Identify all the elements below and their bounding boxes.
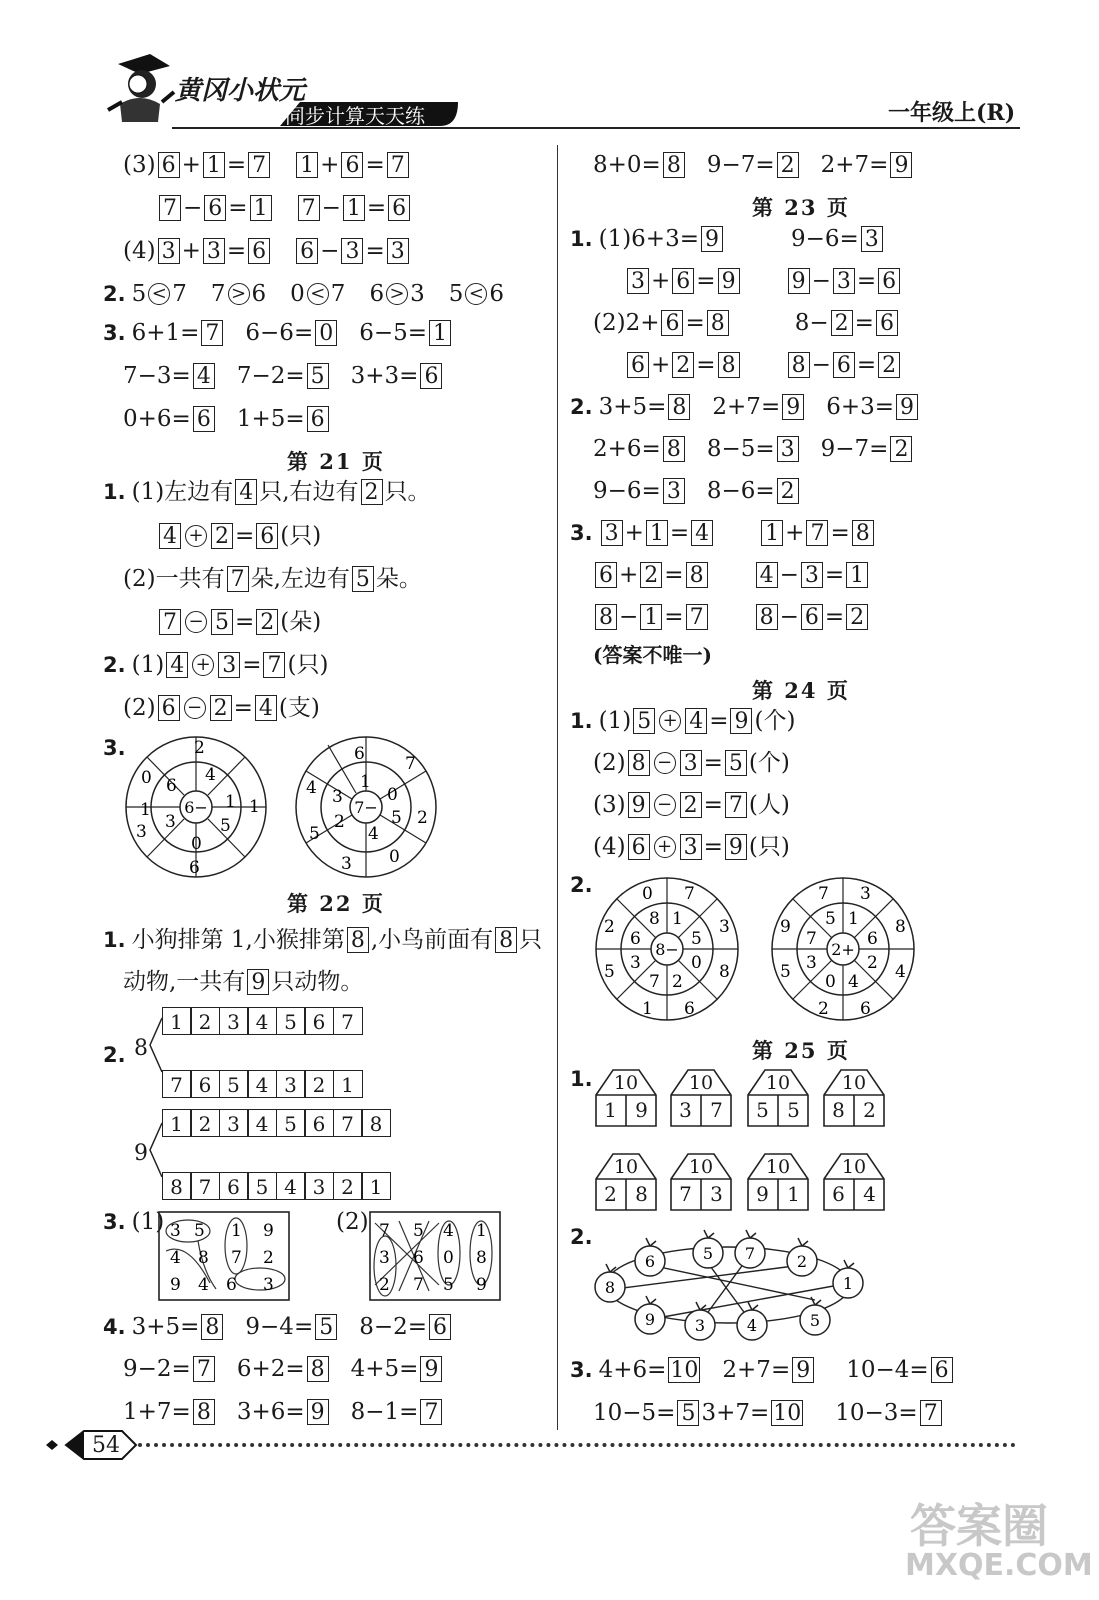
svg-text:2: 2 xyxy=(194,738,205,758)
svg-text:0: 0 xyxy=(443,1248,454,1268)
answer-line: 9−6= 3 8−6= 2 xyxy=(593,476,801,506)
number-wheel xyxy=(768,876,920,1028)
svg-text:5: 5 xyxy=(443,1275,454,1295)
answer-line: 1+7= 8 3+6= 9 8−1= 7 xyxy=(123,1397,444,1427)
mascot-logo xyxy=(100,52,180,127)
answer-line: 0+6= 6 1+5= 6 xyxy=(123,404,331,434)
house-part: 6 xyxy=(832,1182,845,1206)
house-total: 10 xyxy=(613,1156,639,1178)
answer-line: 3. 4+6= 10 2+7= 9 10−4= 6 xyxy=(570,1355,955,1385)
house-total: 10 xyxy=(613,1072,639,1094)
answer-line: (3) 9 − 2 = 7 (人) xyxy=(593,792,790,818)
svg-text:9: 9 xyxy=(476,1275,487,1295)
apple-icon xyxy=(595,1264,625,1302)
svg-text:8: 8 xyxy=(198,1248,209,1268)
svg-text:5: 5 xyxy=(691,929,702,949)
svg-text:3: 3 xyxy=(630,953,641,973)
svg-text:1: 1 xyxy=(360,772,371,792)
house-total: 10 xyxy=(688,1072,714,1094)
svg-text:0: 0 xyxy=(691,953,702,973)
house-part: 4 xyxy=(863,1182,876,1206)
svg-text:7: 7 xyxy=(413,1275,424,1295)
answer-line: 8+0= 8 9−7= 2 2+7= 9 xyxy=(593,150,914,180)
svg-text:0: 0 xyxy=(191,834,202,854)
svg-text:7: 7 xyxy=(231,1248,242,1268)
svg-text:8: 8 xyxy=(719,962,730,982)
apple-icon xyxy=(735,1230,765,1268)
svg-text:1: 1 xyxy=(225,792,236,812)
question-number: 2. xyxy=(103,1043,126,1067)
svg-text:5: 5 xyxy=(825,909,836,929)
house-part: 8 xyxy=(832,1098,845,1122)
wheel-center: 6− xyxy=(184,798,208,817)
apple-number: 8 xyxy=(604,1278,616,1297)
apple-icon xyxy=(693,1230,723,1268)
answer-line: 3. (1) xyxy=(103,1209,165,1235)
answer-line: 2. 3+5= 8 2+7= 9 6+3= 9 xyxy=(570,392,920,422)
svg-text:2: 2 xyxy=(334,812,345,832)
answer-line: (4) 6 + 3 = 9 (只) xyxy=(593,834,790,860)
answer-line: 1. 小狗排第 1,小猴排第 8 ,小鸟前面有 8 只 xyxy=(103,927,543,953)
house-part: 3 xyxy=(679,1098,692,1122)
house-part: 8 xyxy=(635,1182,648,1206)
house-part: 3 xyxy=(710,1182,723,1206)
wheel-center: 7− xyxy=(354,798,378,817)
svg-text:2: 2 xyxy=(672,972,683,992)
answer-line: 1. (1) 5 + 4 = 9 (个) xyxy=(570,708,796,734)
svg-text:2: 2 xyxy=(604,917,615,937)
svg-text:5: 5 xyxy=(309,824,320,844)
page-heading: 第 25 页 xyxy=(752,1038,850,1063)
pairing-grid xyxy=(158,1211,290,1301)
note: (答案不唯一) xyxy=(593,643,712,667)
answer-line: 1. (1)左边有 4 只,右边有 2 只。 xyxy=(103,479,431,505)
svg-text:2: 2 xyxy=(818,999,829,1019)
watermark-url: MXQE.COM xyxy=(905,1548,1093,1583)
apple-icon xyxy=(800,1297,830,1335)
svg-text:4: 4 xyxy=(205,765,216,785)
page-heading: 第 22 页 xyxy=(287,891,385,916)
answer-line: 2. (1) 4 + 3 = 7 (只) xyxy=(103,652,329,678)
answer-line: 3. 3 + 1 = 4 1 + 7 = 8 xyxy=(570,518,876,548)
column-divider xyxy=(557,145,558,1430)
svg-text:7: 7 xyxy=(649,972,660,992)
svg-text:3: 3 xyxy=(860,884,871,904)
page-heading: 第 21 页 xyxy=(287,449,385,474)
answer-line: (2) 8 − 3 = 5 (个) xyxy=(593,750,790,776)
svg-text:7: 7 xyxy=(379,1221,390,1241)
question-number: 2. xyxy=(570,873,593,897)
house-part: 9 xyxy=(635,1098,648,1122)
svg-text:3: 3 xyxy=(332,787,343,807)
number-row: 8 7 6 5 4 3 2 1 xyxy=(163,1172,391,1200)
house-part: 5 xyxy=(756,1098,769,1122)
number-wheel xyxy=(122,735,272,884)
house-total: 10 xyxy=(841,1072,867,1094)
answer-line: 4 + 2 = 6 (只) xyxy=(157,521,321,551)
answer-line: (2) 6 − 2 = 4 (支) xyxy=(123,695,320,721)
answer-line: (2)2+ 6 = 8 8− 2 = 6 xyxy=(593,308,900,338)
tree-root: 9 xyxy=(134,1141,148,1166)
svg-text:2: 2 xyxy=(417,808,428,828)
svg-text:6: 6 xyxy=(413,1248,424,1268)
svg-text:9: 9 xyxy=(263,1221,274,1241)
svg-text:6: 6 xyxy=(354,744,365,764)
svg-text:5: 5 xyxy=(413,1221,424,1241)
svg-text:1: 1 xyxy=(672,909,683,929)
svg-text:5: 5 xyxy=(780,962,791,982)
house-total: 10 xyxy=(841,1156,867,1178)
svg-text:0: 0 xyxy=(387,785,398,805)
svg-text:4: 4 xyxy=(306,778,317,798)
apple-icon xyxy=(787,1238,817,1276)
svg-text:6: 6 xyxy=(860,999,871,1019)
svg-text:7: 7 xyxy=(806,929,817,949)
svg-text:4: 4 xyxy=(170,1248,181,1268)
svg-text:7: 7 xyxy=(684,884,695,904)
subtitle: 同步计算天天练 xyxy=(285,104,425,128)
apple-icon xyxy=(635,1296,665,1334)
number-row: 7 6 5 4 3 2 1 xyxy=(163,1070,363,1098)
svg-text:5: 5 xyxy=(194,1221,205,1241)
wheel-center: 8− xyxy=(655,940,679,959)
answer-line: 7 − 6 = 1 7 − 1 = 6 xyxy=(157,193,412,223)
svg-text:3: 3 xyxy=(136,822,147,842)
svg-text:0: 0 xyxy=(642,884,653,904)
svg-text:8: 8 xyxy=(476,1248,487,1268)
svg-text:2: 2 xyxy=(263,1248,274,1268)
svg-text:5: 5 xyxy=(604,962,615,982)
house-part: 5 xyxy=(787,1098,800,1122)
answer-line: 3. 6+1= 7 6−6= 0 6−5= 1 xyxy=(103,318,453,348)
svg-text:2: 2 xyxy=(379,1275,390,1295)
svg-text:6: 6 xyxy=(630,929,641,949)
question-number: 3. xyxy=(103,736,126,760)
svg-text:3: 3 xyxy=(170,1221,181,1241)
apple-icon xyxy=(833,1260,863,1298)
number-row: 1 2 3 4 5 6 7 8 xyxy=(163,1109,391,1137)
svg-text:8: 8 xyxy=(649,909,660,929)
svg-text:1: 1 xyxy=(476,1221,487,1241)
answer-line: 9−2= 7 6+2= 8 4+5= 9 xyxy=(123,1354,444,1384)
apple-number: 4 xyxy=(746,1316,758,1335)
apple-ring xyxy=(590,1225,870,1347)
svg-text:5: 5 xyxy=(220,816,231,836)
answer-line: (3) 6 + 1 = 7 1 + 6 = 7 xyxy=(123,150,411,180)
svg-text:3: 3 xyxy=(341,854,352,874)
answer-line: 7−3= 4 7−2= 5 3+3= 6 xyxy=(123,361,444,391)
answer-line: (2) xyxy=(336,1209,369,1235)
apple-number: 9 xyxy=(644,1310,656,1329)
page-heading: 第 23 页 xyxy=(752,195,850,220)
svg-text:4: 4 xyxy=(198,1275,209,1295)
house-part: 1 xyxy=(787,1182,800,1206)
svg-text:4: 4 xyxy=(443,1221,454,1241)
apple-number: 1 xyxy=(842,1274,854,1293)
wheel-diagram xyxy=(122,735,272,880)
header-rule xyxy=(172,127,1020,129)
svg-text:2: 2 xyxy=(867,953,878,973)
grade-label: 一年级上(R) xyxy=(888,100,1016,126)
svg-text:3: 3 xyxy=(165,812,176,832)
apple-number: 5 xyxy=(809,1311,821,1330)
house-part: 1 xyxy=(604,1098,617,1122)
house-total: 10 xyxy=(765,1156,791,1178)
svg-text:1: 1 xyxy=(231,1221,242,1241)
answer-line: 7 − 5 = 2 (朵) xyxy=(157,607,321,637)
page-heading: 第 24 页 xyxy=(752,678,850,703)
answer-line: 3 + 6 = 9 9 − 3 = 6 xyxy=(625,266,902,296)
svg-text:6: 6 xyxy=(867,929,878,949)
wheel-center: 2+ xyxy=(831,940,855,959)
footer-dots xyxy=(138,1443,1016,1447)
svg-text:1: 1 xyxy=(848,909,859,929)
svg-text:6: 6 xyxy=(226,1275,237,1295)
wheel-diagram xyxy=(592,876,744,1024)
house-part: 2 xyxy=(863,1098,876,1122)
svg-text:3: 3 xyxy=(379,1248,390,1268)
number-wheel xyxy=(592,876,744,1028)
svg-text:4: 4 xyxy=(368,824,379,844)
apple-number: 5 xyxy=(702,1244,714,1263)
svg-text:6: 6 xyxy=(166,776,177,796)
apple-number: 2 xyxy=(796,1252,808,1271)
svg-text:3: 3 xyxy=(719,917,730,937)
house-part: 7 xyxy=(710,1098,723,1122)
svg-text:1: 1 xyxy=(140,800,151,820)
svg-text:8: 8 xyxy=(895,917,906,937)
answer-line: (2)一共有 7 朵,左边有 5 朵。 xyxy=(123,566,422,592)
number-wheel xyxy=(292,735,442,884)
wheel-diagram xyxy=(292,735,442,880)
question-number: 1. xyxy=(570,1067,593,1091)
answer-line: 1. (1)6+3= 9 9−6= 3 xyxy=(570,224,885,254)
compare-line: 2. 5 < 7 7 > 6 0 < 7 6 > 3 5 < 6 xyxy=(103,281,504,307)
svg-text:9: 9 xyxy=(780,917,791,937)
svg-text:0: 0 xyxy=(389,847,400,867)
svg-text:4: 4 xyxy=(848,972,859,992)
svg-text:7: 7 xyxy=(818,884,829,904)
question-number: 2. xyxy=(570,1225,593,1249)
house-part: 9 xyxy=(756,1182,769,1206)
svg-text:1: 1 xyxy=(249,797,260,817)
brand-title: 黄冈小状元 xyxy=(175,76,306,106)
answer-line: 10−5= 5 3+7= 10 10−3= 7 xyxy=(593,1398,944,1428)
apple-number: 3 xyxy=(694,1316,706,1335)
svg-text:6: 6 xyxy=(189,858,200,878)
svg-text:3: 3 xyxy=(806,953,817,973)
svg-text:0: 0 xyxy=(825,972,836,992)
answer-line: 6 + 2 = 8 4 − 3 = 1 xyxy=(593,560,870,590)
wheel-diagram xyxy=(768,876,920,1024)
answer-line: (4) 3 + 3 = 6 6 − 3 = 3 xyxy=(123,236,411,266)
watermark-text: 答案圈 xyxy=(910,1499,1048,1553)
svg-text:4: 4 xyxy=(895,962,906,982)
apple-number: 7 xyxy=(744,1244,756,1263)
house-part: 2 xyxy=(604,1182,617,1206)
house-total: 10 xyxy=(765,1072,791,1094)
pairing-grid xyxy=(369,1211,501,1301)
house-total: 10 xyxy=(688,1156,714,1178)
answer-line: 2+6= 8 8−5= 3 9−7= 2 xyxy=(593,434,914,464)
svg-text:5: 5 xyxy=(391,808,402,828)
answer-line: 动物,一共有 9 只动物。 xyxy=(123,969,364,995)
page-number: 54 xyxy=(92,1433,120,1458)
apple-number: 6 xyxy=(644,1252,656,1271)
answer-line: 4. 3+5= 8 9−4= 5 8−2= 6 xyxy=(103,1312,453,1342)
svg-text:7: 7 xyxy=(405,754,416,774)
svg-text:3: 3 xyxy=(263,1275,274,1295)
svg-text:1: 1 xyxy=(642,999,653,1019)
svg-text:0: 0 xyxy=(141,768,152,788)
answer-line: 8 − 1 = 7 8 − 6 = 2 xyxy=(593,602,870,632)
house-part: 7 xyxy=(679,1182,692,1206)
tree-root: 8 xyxy=(134,1036,148,1061)
svg-text:6: 6 xyxy=(684,999,695,1019)
number-row: 1 2 3 4 5 6 7 xyxy=(163,1007,363,1035)
svg-text:9: 9 xyxy=(170,1275,181,1295)
answer-line: 6 + 2 = 8 8 − 6 = 2 xyxy=(625,350,902,380)
apple-icon xyxy=(635,1238,665,1276)
